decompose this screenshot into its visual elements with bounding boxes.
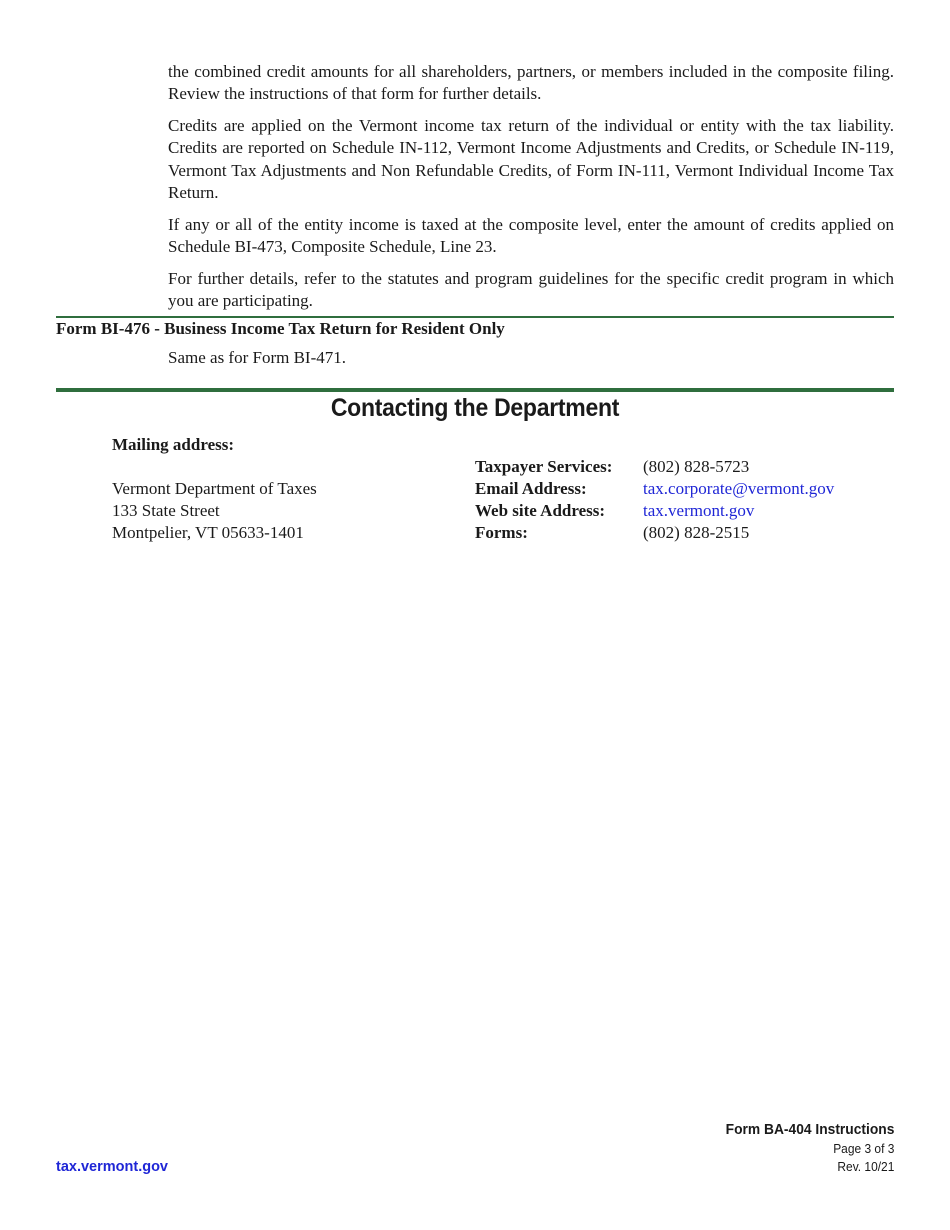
forms-phone: (802) 828-2515 [643, 523, 750, 542]
website-address-label: Web site Address: [475, 501, 606, 520]
contact-title: Contacting the Department [330, 394, 620, 422]
footer-form-info [711, 1120, 894, 1176]
taxpayer-services-phone: (802) 828-5723 [643, 457, 750, 476]
address-line-department: Vermont Department of Taxes [112, 479, 317, 498]
email-address-label: Email Address: [475, 479, 587, 498]
intro-paragraph-1: the combined credit amounts for all shareholders, partners, or members included in the composite filing. Review the instructions of that form for further details. [168, 62, 894, 104]
mailing-address-label: Mailing address: [112, 435, 235, 454]
footer-revision: Rev. 10/21 [837, 1159, 894, 1174]
forms-label: Forms: [475, 523, 528, 542]
address-line-city: Montpelier, VT 05633-1401 [112, 523, 304, 542]
footer-page-number: Page 3 of 3 [832, 1141, 894, 1156]
intro-paragraph-2: Credits are applied on the Vermont income tax return of the individual or entity with the tax liability. Credits are reported on Schedule IN-112, Vermont Income Adjustments and Credits, or Schedule IN-119, Vermont Tax Adjustments and Non Refundable Credits, of Form IN-111, Vermont Individual Income Tax Return. [168, 116, 894, 203]
footer-website-link[interactable]: tax.vermont.gov [56, 1159, 168, 1175]
section-body-bi476: Same as for Form BI-471. [168, 348, 347, 367]
intro-paragraph-3: If any or all of the entity income is taxed at the composite level, enter the amount of credits applied on Schedule BI-473, Composite Schedule, Line 23. [168, 215, 894, 257]
taxpayer-services-label: Taxpayer Services: [475, 457, 613, 476]
footer-form-name: Form BA-404 Instructions [725, 1121, 894, 1138]
section-heading-bi476: Form BI-476 - Business Income Tax Return for Resident Only [56, 319, 505, 338]
email-address-link[interactable]: tax.corporate@vermont.gov [643, 479, 835, 498]
address-line-street: 133 State Street [112, 501, 220, 520]
website-address-link[interactable]: tax.vermont.gov [643, 501, 755, 520]
intro-paragraph-4: For further details, refer to the statutes and program guidelines for the specific credit program in which you are participating. [168, 269, 894, 311]
